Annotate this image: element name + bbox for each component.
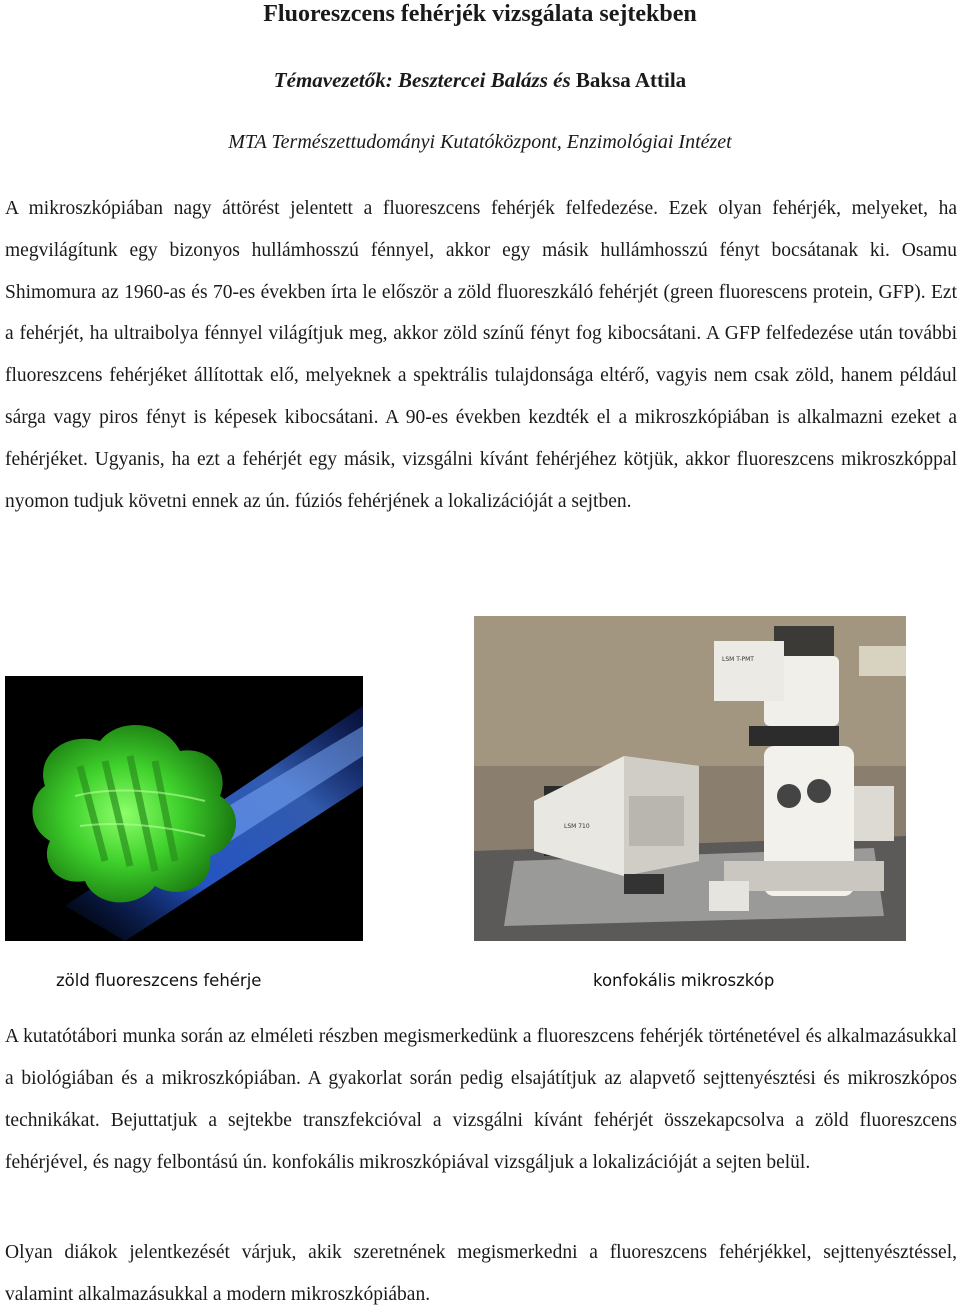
intro-paragraph: A mikroszkópiában nagy áttörést jelentett a fluoreszcens fehérjék felfedezése. Ezek olyan fehérjék, melyeket, ha megvilágítunk egy bizonyos hullámhosszú fénnyel, akkor egy másik hullámhosszú fényt bocsátanak ki. Osamu Shimomura az 1960-as és 70-es években írta le először a zöld fluoreszkáló fehérjét (green fluorescens protein, GFP). Ezt a fehérjét, ha ultraibolya fénnyel világítjuk meg, akkor zöld színű fényt fog kibocsátani. A GFP felfedezése után további fluoreszcens fehérjéket állítottak elő, melyeknek a spektrális tulajdonsága eltérő, vagyis nem csak zöld, hanem például sárga vagy piros fényt is képesek kibocsátani. A 90-es években kezdték el a mikroszkópiában is alkalmazni ezeket a fehérjéket. Ugyanis, ha ezt a fehérjét egy másik, vizsgálni kívánt fehérjéhez kötjük, akkor fluoreszcens mikroszkóppal nyomon tudjuk követni ennek az ún. fúziós fehérjének a lokalizációját a sejtben. bbox=[5, 198, 957, 512]
institute-line: MTA Természettudományi Kutatóközpont, Enzimológiai Intézet bbox=[228, 131, 732, 153]
gfp-protein-image bbox=[5, 676, 363, 941]
applicants-paragraph: Olyan diákok jelentkezését várjuk, akik szeretnének megismerkedni a fluoreszcens fehérjékkel, sejttenyésztéssel, valamint alkalmazásukkal a modern mikroszkópiában. bbox=[5, 1242, 957, 1305]
lsm-tpmt-label: LSM T-PMT bbox=[722, 656, 754, 663]
lsm710-label: LSM 710 bbox=[564, 823, 590, 830]
caption-gfp: zöld fluoreszcens fehérje bbox=[56, 971, 262, 990]
supervisors-line bbox=[0, 67, 960, 93]
document-title: Fluoreszcens fehérjék vizsgálata sejtekben bbox=[263, 1, 697, 27]
camp-paragraph: A kutatótábori munka során az elméleti részben megismerkedünk a fluoreszcens fehérjék történetével és alkalmazásukkal a biológiában és a mikroszkópiában. A gyakorlat során pedig elsajátítjuk az alapvető sejttenyésztési és mikroszkópos technikákat. Bejuttatjuk a sejtekbe transzfekcióval a vizsgálni kívánt fehérjét összekapcsolva a zöld fluoreszcens fehérjével, és nagy felbontású ún. konfokális mikroszkópiával vizsgáljuk a lokalizációját a sejten belül. bbox=[5, 1026, 957, 1173]
supervisor-name: Baksa Attila bbox=[575, 68, 687, 92]
supervisors-label: Témavezetők: Besztercei Balázs és bbox=[273, 68, 571, 92]
gfp-protein-illustration bbox=[5, 676, 363, 941]
caption-confocal: konfokális mikroszkóp bbox=[593, 971, 775, 990]
confocal-microscope-illustration bbox=[474, 616, 906, 941]
confocal-microscope-image bbox=[474, 616, 906, 941]
